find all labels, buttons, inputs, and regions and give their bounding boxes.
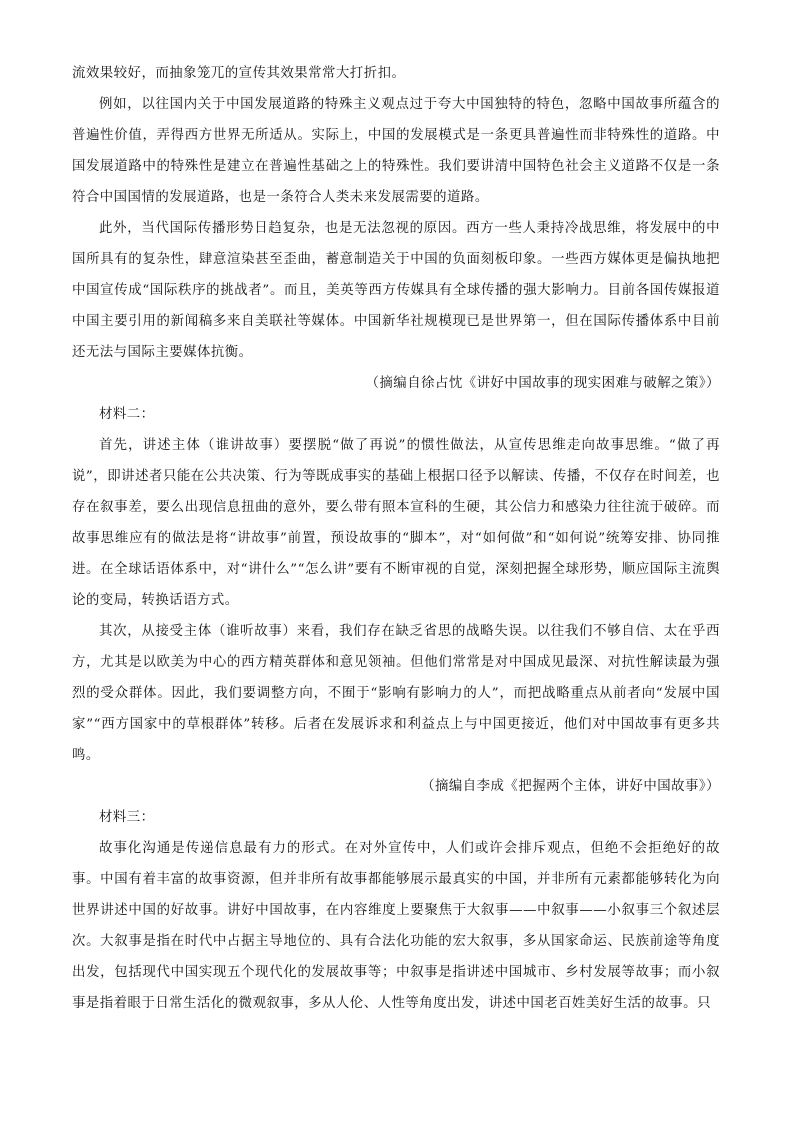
paragraph-storytelling: 故事化沟通是传递信息最有力的形式。在对外宣传中，人们或许会排斥观点，但绝不会拒绝好的故事。中国有着丰富的故事资源，但并非所有故事都能够展示最真实的中国，并非所有元素都能够转化为向世界讲述中国的好故事。讲好中国故事，在内容维度上要聚焦于大叙事——中叙事——小叙事三个叙述层次。大叙事是指在时代中占据主导地位的、具有合法化功能的宏大叙事，多从国家命运、民族前途等角度出发，包括现代中国实现五个现代化的发展故事等；中叙事是指讲述中国城市、乡村发展等故事；而小叙事是指着眼于日常生活化的微观叙事，多从人伦、人性等角度出发，讲述中国老百姓美好生活的故事。只	[72, 841, 720, 1011]
paragraph-audience-subject: 其次，从接受主体（谁听故事）来看，我们存在缺乏省思的战略失误。以往我们不够自信、太在乎西方，尤其是以欧美为中心的西方精英群体和意见领袖。但他们常常是对中国成见最深、对抗性解读最为强烈的受众群体。因此，我们要调整方向，不囿于“影响有影响力的人”，而把战略重点从前者向“发展中国家”“西方国家中的草根群体”转移。后者在发展诉求和利益点上与中国更接近，他们对中国故事有更多共鸣。	[72, 624, 720, 763]
paragraph-narrator-subject: 首先，讲述主体（谁讲故事）要摆脱“做了再说”的惯性做法，从宣传思维走向故事思维。“做了再说”，即讲述者只能在公共决策、行为等既成事实的基础上根据口径予以解读、传播，不仅存在时间差，也存在叙事差，要么出现信息扭曲的意外，要么带有照本宣科的生硬，其公信力和感染力往往流于破碎。而故事思维应有的做法是将“讲故事”前置，预设故事的“脚本”，对“如何做”和“如何说”统筹安排、协同推进。在全球话语体系中，对“讲什么”“怎么讲”要有不断审视的自觉，深刻把握全球形势，顺应国际主流舆论的变局，转换话语方式。	[72, 438, 720, 608]
source-citation-1: （摘编自徐占忱《讲好中国故事的现实困难与破解之策》）	[365, 376, 720, 391]
document-page	[72, 58, 720, 1019]
material-two-heading: 材料二：	[99, 407, 155, 422]
paragraph-international-situation: 此外，当代国际传播形势日趋复杂，也是无法忽视的原因。西方一些人秉持冷战思维，将发展中的中国所具有的复杂性，肆意渲染甚至歪曲，蓄意制造关于中国的负面刻板印象。一些西方媒体更是偏执地把中国宣传成“国际秩序的挑战者”。而且，美英等西方传媒具有全球传播的强大影响力。目前各国传媒报道中国主要引用的新闻稿多来自美联社等媒体。中国新华社规模现已是世界第一，但在国际传播体系中目前还无法与国际主要媒体抗衡。	[72, 221, 720, 360]
paragraph-continued: 流效果较好，而抽象笼兀的宣传其效果常常大打折扣。	[72, 66, 406, 81]
paragraph-example: 例如，以往国内关于中国发展道路的特殊主义观点过于夸大中国独特的特色，忽略中国故事所蕴含的普遍性价值，弄得西方世界无所适从。实际上，中国的发展模式是一条更具普遍性而非特殊性的道路。中国发展道路中的特殊性是建立在普遍性基础之上的特殊性。我们要讲清中国特色社会主义道路不仅是一条符合中国国情的发展道路，也是一条符合人类未来发展需要的道路。	[72, 97, 720, 205]
material-three-heading: 材料三：	[99, 810, 155, 825]
source-citation-2: （摘编自李成《把握两个主体，讲好中国故事》）	[421, 779, 720, 794]
